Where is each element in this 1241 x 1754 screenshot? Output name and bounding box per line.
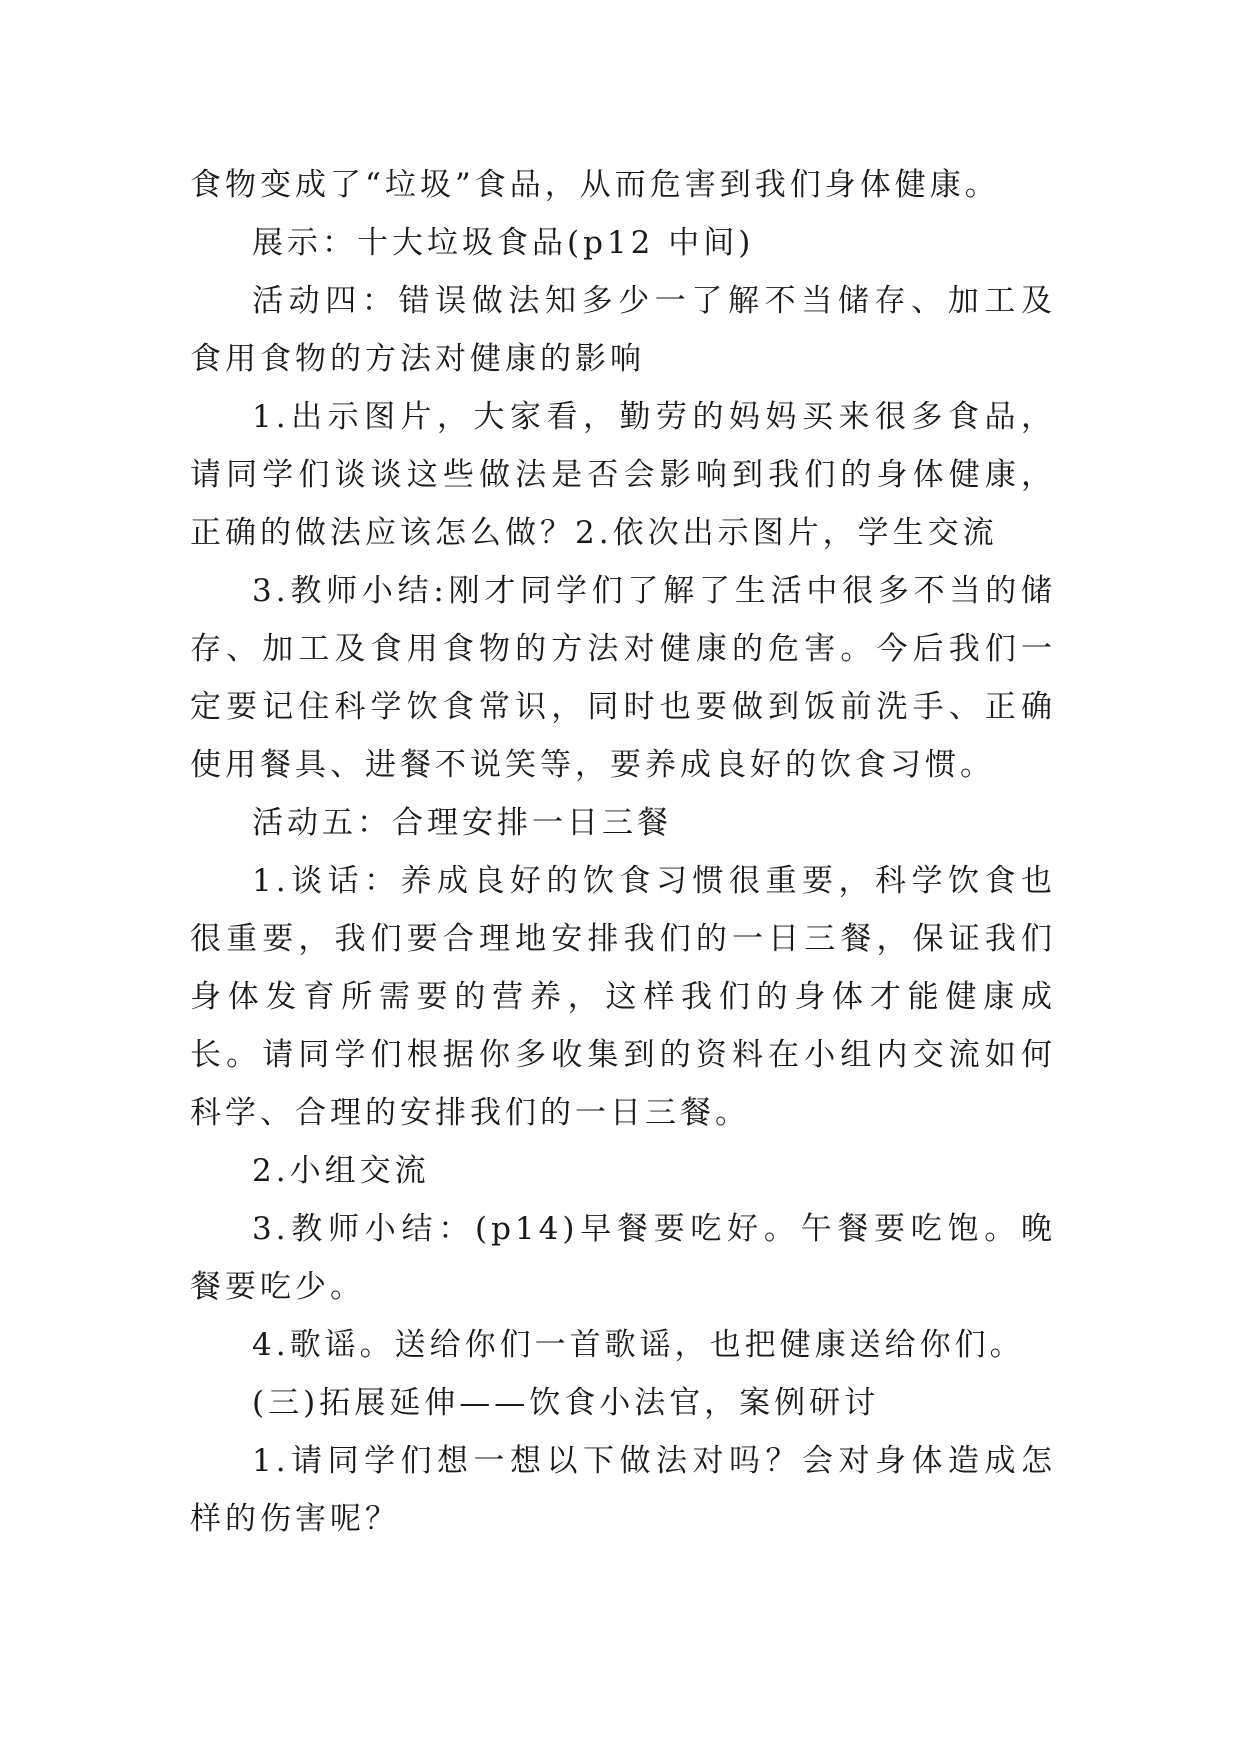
paragraph: 4.歌谣。送给你们一首歌谣，也把健康送给你们。 (252, 1327, 1025, 1363)
paragraph: 1.请同学们想一想以下做法对吗？会对身体造成怎样的伤害呢？ (190, 1443, 1056, 1537)
paragraph: 2.小组交流 (252, 1153, 430, 1189)
paragraph: 食物变成了“垃圾”食品，从而危害到我们身体健康。 (190, 167, 1000, 203)
paragraph: 活动五：合理安排一日三餐 (252, 805, 672, 841)
document-body (190, 156, 1056, 1548)
paragraph: 1.出示图片，大家看，勤劳的妈妈买来很多食品，请同学们谈谈这些做法是否会影响到我们的身体健康，正确的做法应该怎么做？2.依次出示图片，学生交流 (190, 399, 1056, 551)
paragraph: 3.教师小结：(p14)早餐要吃好。午餐要吃饱。晚餐要吃少。 (190, 1211, 1056, 1305)
paragraph: 3.教师小结:刚才同学们了解了生活中很多不当的储存、加工及食用食物的方法对健康的危害。今后我们一定要记住科学饮食常识，同时也要做到饭前洗手、正确使用餐具、进餐不说笑等，要养成良好的饮食习惯。 (190, 573, 1056, 783)
paragraph: 1.谈话：养成良好的饮食习惯很重要，科学饮食也很重要，我们要合理地安排我们的一日三餐，保证我们身体发育所需要的营养，这样我们的身体才能健康成长。请同学们根据你多收集到的资料在小组内交流如何科学、合理的安排我们的一日三餐。 (190, 863, 1056, 1131)
paragraph: 活动四：错误做法知多少一了解不当储存、加工及食用食物的方法对健康的影响 (190, 283, 1056, 377)
paragraph: (三)拓展延伸——饮食小法官，案例研讨 (252, 1385, 880, 1421)
paragraph: 展示：十大垃圾食品(p12 中间) (252, 225, 755, 261)
